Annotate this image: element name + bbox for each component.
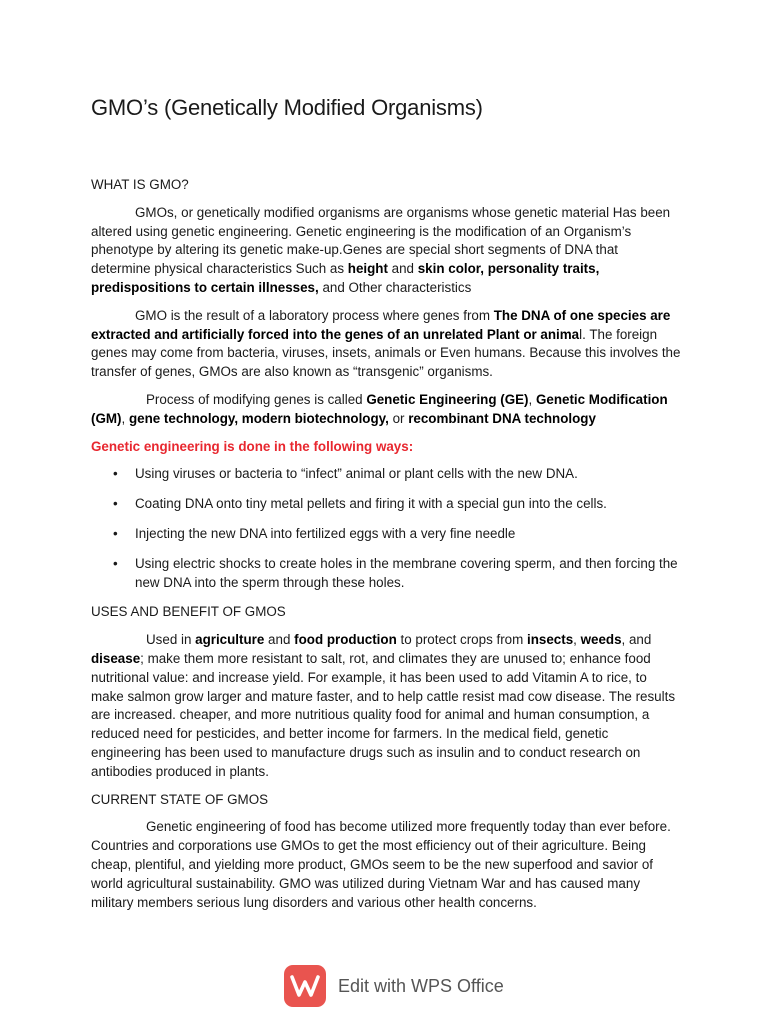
- paragraph-gmo-definition: GMOs, or genetically modified organisms are organisms whose genetic material Has been altered using genetic engineering. Genetic engineering is the modification of an Organism’s phenotype by altering its genetic make-up.Genes are special short segments of DNA that determine physical characteristics Such as height and skin color, personality traits, predispositions to certain illnesses, and Other characteristics: [91, 204, 671, 295]
- bullet-icon: •: [113, 466, 118, 482]
- ways-list: [91, 465, 681, 592]
- list-item: • Using electric shocks to create holes in the membrane covering sperm, and then forcing the new DNA into the sperm through these holes.: [113, 555, 678, 590]
- wps-w-glyph-icon: [290, 974, 320, 998]
- paragraph-gmo-process: GMO is the result of a laboratory process where genes from The DNA of one species are extracted and artificially forced into the genes of an unrelated Plant or animal. The foreign genes may come from bacteria, viruses, insets, animals or Even humans. Because this involves the transfer of genes, GMOs are also known as “transgenic” organisms.: [91, 307, 681, 380]
- list-item: • Using viruses or bacteria to “infect” animal or plant cells with the new DNA.: [91, 465, 681, 484]
- wps-office-label: Edit with WPS Office: [338, 975, 504, 996]
- section-heading-current-state: CURRENT STATE OF GMOS: [91, 791, 269, 807]
- paragraph-uses: Used in agriculture and food production to protect crops from insects, weeds, and disease; make them more resistant to salt, rot, and climates they are unused to; enhance food nutritional value: and increase yield. For example, it has been used to add Vitamin A to rice, to make salmon grow larger and mature faster, and to help cattle resist mad cow disease. The results are increased. cheaper, and more nutritious quality food for animal and human consumption, a reduced need for pesticides, and better income for farmers. In the medical field, genetic engineering has been used to manufacture drugs such as insulin and to conduct research on antibodies produced in plants.: [91, 632, 676, 779]
- paragraph-gmo-terms: Process of modifying genes is called Genetic Engineering (GE), Genetic Modification (GM), gene technology, modern biotechnology, or recombinant DNA technology: [91, 391, 668, 426]
- list-item: • Coating DNA onto tiny metal pellets and firing it with a special gun into the cells.: [91, 495, 681, 514]
- ways-heading: Genetic engineering is done in the following ways:: [91, 438, 414, 454]
- document-title: GMO’s (Genetically Modified Organisms): [91, 95, 483, 120]
- bullet-icon: •: [113, 496, 118, 512]
- document-body: [91, 176, 681, 921]
- paragraph-current-state: Genetic engineering of food has become utilized more frequently today than ever before. Countries and corporations use GMOs to get the most efficiency out of their agriculture. Being cheap, plentiful, and yielding more product, GMOs seem to be the new superfood and savior of world agricultural sustainability. GMO was utilized during Vietnam War and has caused many military members serious lung disorders and various other health concerns.: [91, 819, 671, 910]
- bullet-icon: •: [113, 525, 118, 541]
- edit-with-wps-office-link[interactable]: [284, 964, 504, 1008]
- bullet-icon: •: [113, 555, 118, 571]
- wps-office-icon: [284, 965, 326, 1007]
- section-heading-what-is-gmo: WHAT IS GMO?: [91, 177, 189, 192]
- section-heading-uses: USES AND BENEFIT OF GMOS: [91, 604, 286, 620]
- list-item: • Injecting the new DNA into fertilized eggs with a very fine needle: [91, 525, 681, 544]
